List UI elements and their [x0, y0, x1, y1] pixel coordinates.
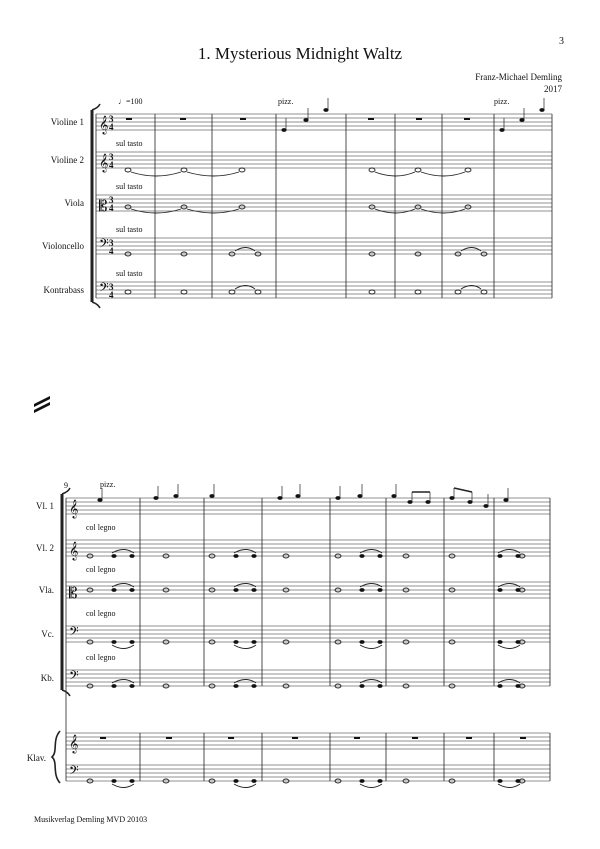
- instrument-label-viola: Viola: [64, 198, 84, 208]
- instrument-label-violine-2: Violine 2: [50, 155, 84, 165]
- instrument-label-violoncello: Violoncello: [42, 241, 84, 251]
- svg-text:𝄢: 𝄢: [69, 670, 79, 686]
- svg-text:3: 3: [109, 152, 114, 162]
- pizz-marking: pizz.: [494, 97, 510, 106]
- system2-staves: [66, 498, 550, 781]
- page-number: 3: [559, 36, 564, 47]
- composer-name: Franz-Michael Demling: [475, 72, 562, 82]
- measure-number: 9: [64, 481, 68, 490]
- svg-text:4: 4: [109, 290, 114, 300]
- svg-text:𝄢: 𝄢: [69, 626, 79, 642]
- system1-staves: [96, 114, 552, 298]
- svg-text:𝄡: 𝄡: [69, 586, 78, 602]
- instrument-label-vl1: Vl. 1: [36, 501, 54, 511]
- col-legno-marking: col legno: [86, 523, 116, 532]
- instrument-label-kontrabass: Kontrabass: [43, 285, 84, 295]
- svg-text:𝄢: 𝄢: [99, 238, 109, 254]
- col-legno-marking: col legno: [86, 565, 116, 574]
- instrument-label-vl2: Vl. 2: [36, 543, 54, 553]
- pizz-marking: pizz.: [278, 97, 294, 106]
- instrument-label-kb: Kb.: [40, 673, 54, 683]
- svg-text:𝄡: 𝄡: [99, 199, 108, 215]
- svg-text:4: 4: [109, 203, 114, 213]
- accompaniment-notes: [87, 550, 525, 788]
- col-legno-marking: col legno: [86, 653, 116, 662]
- system-separator-mark: [34, 396, 50, 413]
- svg-text:3: 3: [109, 195, 114, 205]
- svg-text:𝄞: 𝄞: [69, 543, 79, 560]
- instrument-label-vla: Vla.: [38, 585, 54, 595]
- svg-text:4: 4: [109, 122, 114, 132]
- svg-text:𝄢: 𝄢: [99, 282, 109, 298]
- publisher-footer: Musikverlag Demling MVD 20103: [34, 815, 148, 824]
- svg-text:3: 3: [109, 114, 114, 124]
- sul-tasto-marking: sul tasto: [116, 225, 143, 234]
- svg-text:𝄞: 𝄞: [69, 736, 79, 753]
- svg-text:𝄞: 𝄞: [99, 117, 109, 134]
- col-legno-marking: col legno: [86, 609, 116, 618]
- svg-text:𝄞: 𝄞: [99, 155, 109, 172]
- instrument-label-violine-1: Violine 1: [50, 117, 84, 127]
- svg-text:3: 3: [109, 282, 114, 292]
- instrument-label-vc: Vc.: [41, 629, 54, 639]
- tempo-marking: ♩=100: [118, 97, 143, 106]
- sul-tasto-marking: sul tasto: [116, 139, 143, 148]
- instrument-label-klav: Klav.: [26, 753, 46, 763]
- svg-text:4: 4: [109, 246, 114, 256]
- svg-text:𝄢: 𝄢: [69, 765, 79, 781]
- svg-text:3: 3: [109, 238, 114, 248]
- sul-tasto-marking: sul tasto: [116, 182, 143, 191]
- composition-year: 2017: [544, 84, 562, 94]
- pizz-marking: pizz.: [100, 480, 116, 489]
- sul-tasto-marking: sul tasto: [116, 269, 143, 278]
- svg-text:4: 4: [109, 160, 114, 170]
- piece-title: 1. Mysterious Midnight Waltz: [197, 44, 403, 63]
- svg-text:𝄞: 𝄞: [69, 501, 79, 518]
